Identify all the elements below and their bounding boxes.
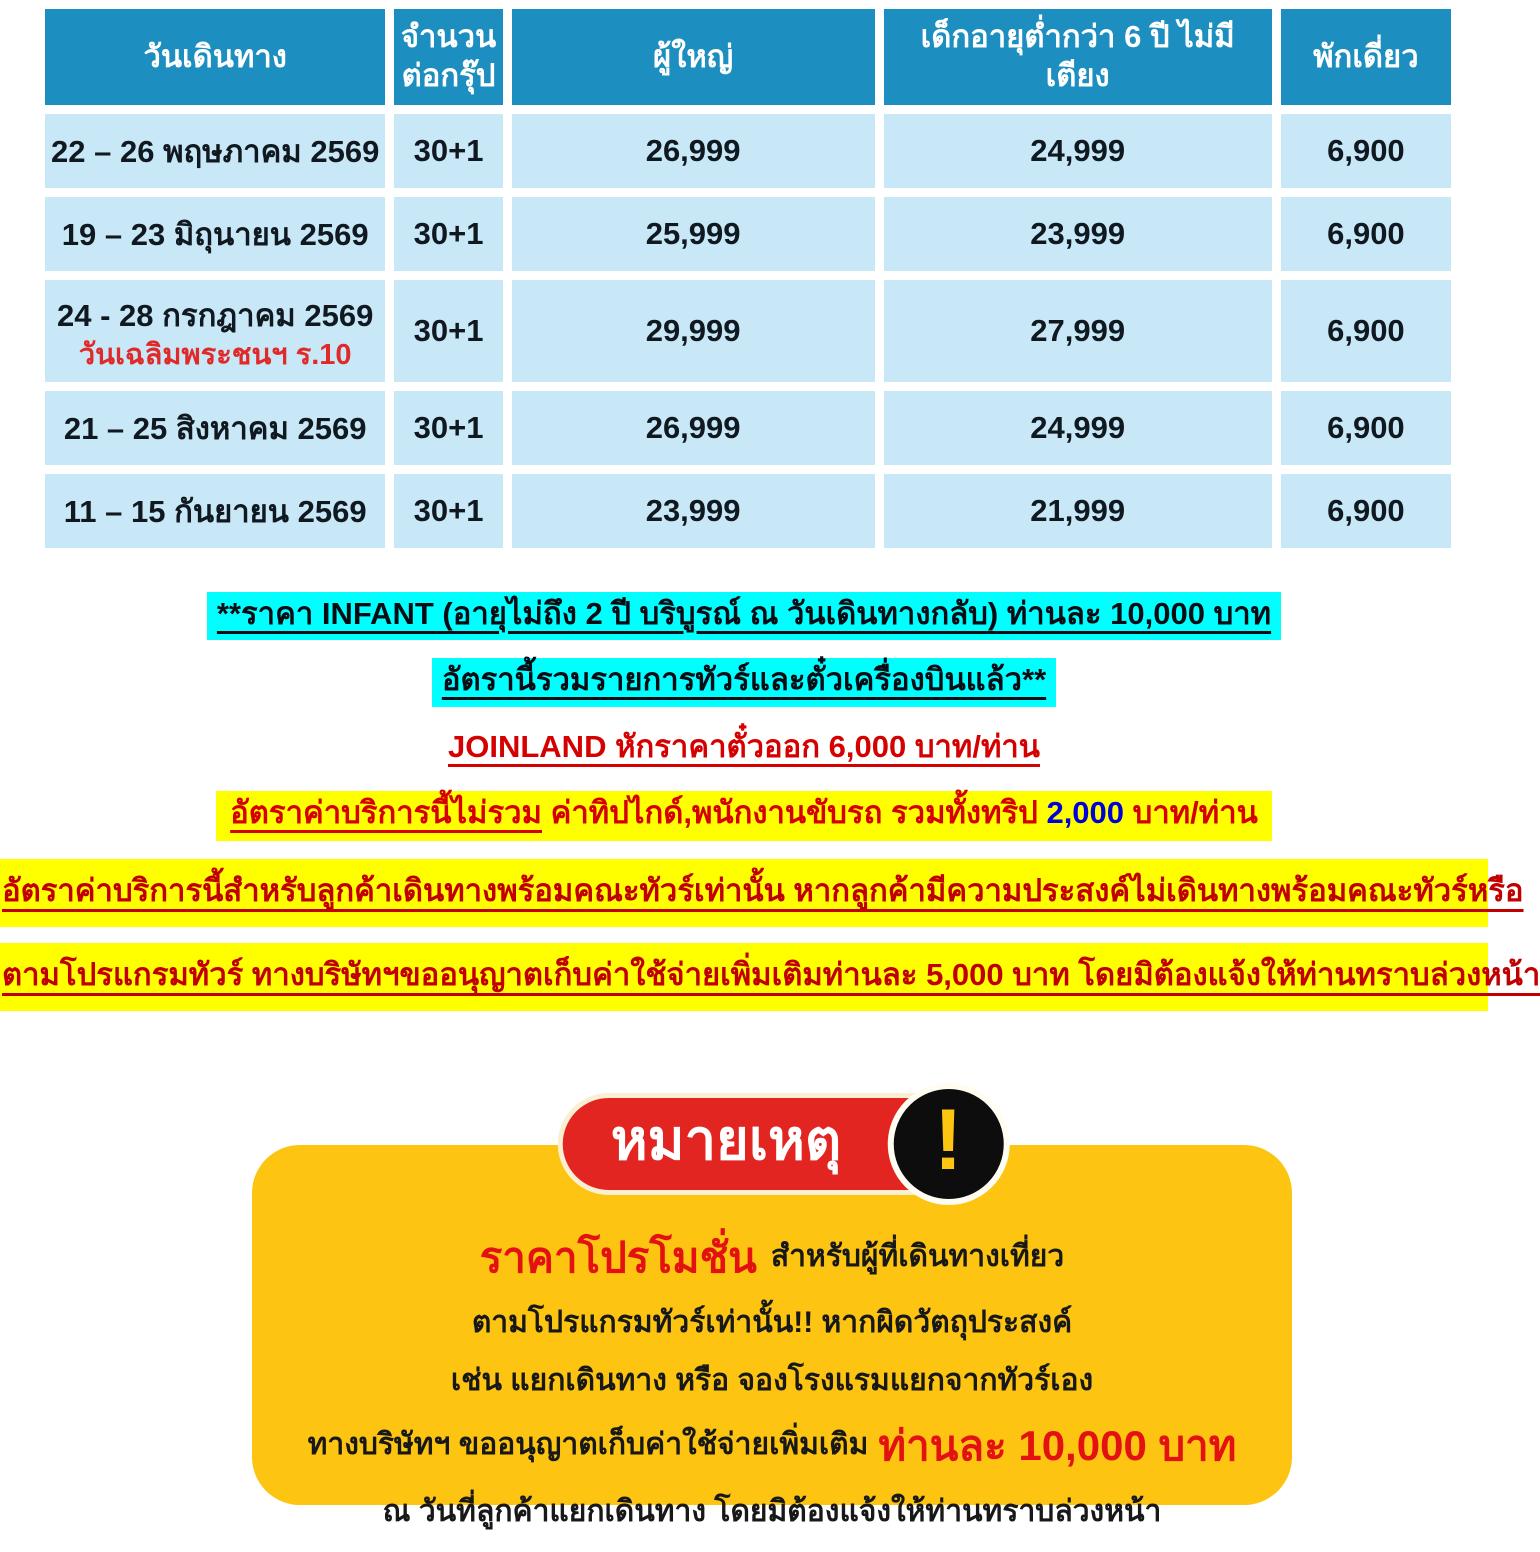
table-row [45,391,1451,465]
adult-price-cell: 26,999 [512,391,875,465]
group-size-cell: 30+1 [394,391,502,465]
header-adult-price: ผู้ใหญ่ [512,9,875,105]
single-price-cell: 6,900 [1281,391,1451,465]
child-price-cell: 21,999 [884,474,1272,548]
group-size-cell: 30+1 [394,474,502,548]
infant-price-text: **ราคา INFANT (อายุไม่ถึง 2 ปี บริบูรณ์ ณ วันเดินทางกลับ) ท่านละ 10,000 บาท [207,592,1281,640]
table-row [45,474,1451,548]
remark-line-4 [252,1421,1292,1471]
table-header-row [45,9,1451,105]
rate-includes-text: อัตรานี้รวมรายการทัวร์และตั๋วเครื่องบินแล้ว** [432,658,1056,706]
header-child-no-bed-price: เด็กอายุต่ำกว่า 6 ปี ไม่มีเตียง [884,9,1272,105]
price-conditions [0,592,1540,1027]
adult-price-cell: 23,999 [512,474,875,548]
surcharge-prefix: ทางบริษัทฯ ขออนุญาตเก็บค่าใช้จ่ายเพิ่มเติม [307,1428,869,1462]
infant-price-note [0,592,1488,640]
tip-amount-text: 2,000 [1046,794,1125,830]
adult-price-cell: 26,999 [512,114,875,188]
single-price-cell: 6,900 [1281,474,1451,548]
exclamation-icon [887,1083,1009,1205]
child-price-cell: 27,999 [884,280,1272,382]
table-row [45,114,1451,188]
header-single-supplement: พักเดี่ยว [1281,9,1451,105]
departure-date-cell [45,280,385,382]
joinland-text: JOINLAND หักราคาตั๋วออก 6,000 บาท/ท่าน [448,728,1040,764]
tip-note [0,791,1488,841]
single-price-cell: 6,900 [1281,197,1451,271]
child-price-cell: 24,999 [884,114,1272,188]
group-size-cell: 30+1 [394,197,502,271]
departure-date-cell: 22 – 26 พฤษภาคม 2569 [45,114,385,188]
departure-date-cell: 21 – 25 สิงหาคม 2569 [45,391,385,465]
single-price-cell: 6,900 [1281,280,1451,382]
solo-travel-note-line1: อัตราค่าบริการนี้สำหรับลูกค้าเดินทางพร้อมคณะทัวร์เท่านั้น หากลูกค้ามีความประสงค์ไม่เดินทางพร้อมคณะทัวร์หรือ [0,859,1488,927]
remark-line-2: ตามโปรแกรมทัวร์เท่านั้น!! หากผิดวัตถุประสงค์ [471,1306,1073,1340]
table-row [45,280,1451,382]
adult-price-cell: 25,999 [512,197,875,271]
promo-price-label: ราคาโปรโมชั่น [479,1234,757,1281]
departure-date-cell: 11 – 15 กันยายน 2569 [45,474,385,548]
remark-line-5: ณ วันที่ลูกค้าแยกเดินทาง โดยมิต้องแจ้งให้ท่านทราบล่วงหน้า [382,1494,1162,1528]
remark-badge-text: หมายเหตุ [610,1108,842,1171]
header-group-size: จำนวนต่อกรุ๊ป [394,9,502,105]
remark-box [252,1092,1292,1528]
remark-content [252,1233,1292,1552]
remark-line-3: เช่น แยกเดินทาง หรือ จองโรงแรมแยกจากทัวร์เอง [450,1364,1094,1398]
remark-badge [558,1093,987,1195]
header-departure-date: วันเดินทาง [45,9,385,105]
rate-includes-note [0,658,1488,706]
remark-badge-label [558,1093,987,1195]
group-size-cell: 30+1 [394,280,502,382]
single-price-cell: 6,900 [1281,114,1451,188]
holiday-note: วันเฉลิมพระชนฯ ร.10 [78,339,352,372]
tip-text [216,791,1272,841]
tip-mid-text: ค่าทิปไกด์,พนักงานขับรถ รวมทั้งทริป [542,794,1047,830]
departure-price-table [36,0,1460,557]
joinland-note [0,725,1488,773]
tip-suffix-text: บาท/ท่าน [1124,794,1258,830]
child-price-cell: 24,999 [884,391,1272,465]
departure-date-text: 24 - 28 กรกฎาคม 2569 [57,298,374,334]
table-row [45,197,1451,271]
tip-prefix-text: อัตราค่าบริการนี้ไม่รวม [230,794,542,830]
adult-price-cell: 29,999 [512,280,875,382]
promo-price-rest: สำหรับผู้ที่เดินทางเที่ยว [770,1240,1065,1274]
solo-travel-note-line2: ตามโปรแกรมทัวร์ ทางบริษัทฯขออนุญาตเก็บค่าใช้จ่ายเพิ่มเติมท่านละ 5,000 บาท โดยมิต้องแจ้งให้ท่านทราบล่วงหน้า [0,943,1488,1011]
exclamation-glyph: ! [933,1092,963,1188]
group-size-cell: 30+1 [394,114,502,188]
surcharge-amount: ท่านละ 10,000 บาท [878,1422,1237,1470]
child-price-cell: 23,999 [884,197,1272,271]
remark-line-promo [252,1233,1292,1283]
departure-date-cell: 19 – 23 มิถุนายน 2569 [45,197,385,271]
